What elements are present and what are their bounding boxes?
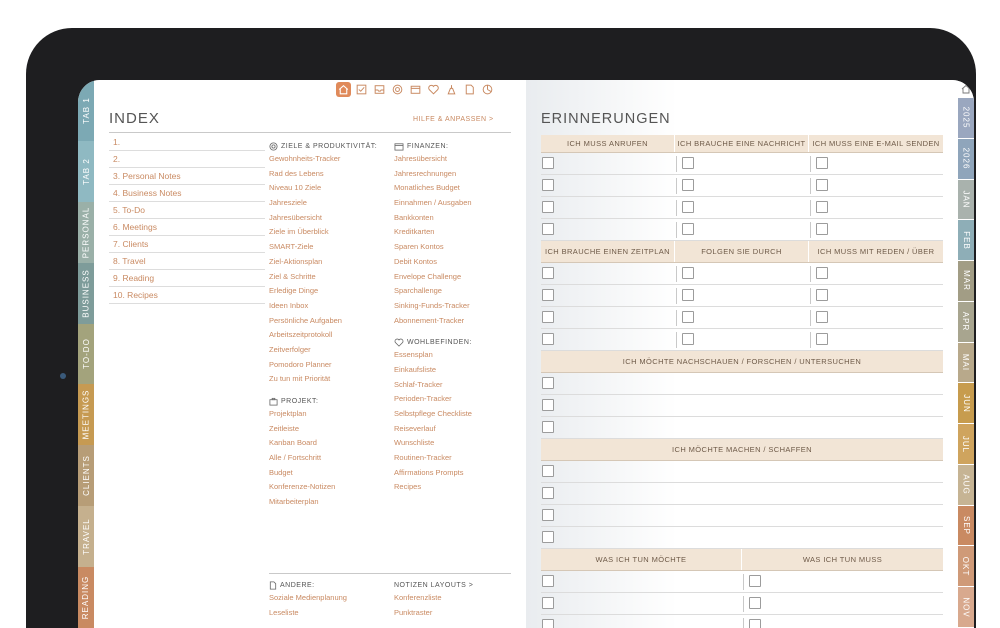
checkbox[interactable] — [542, 619, 554, 628]
month-tab-jan[interactable] — [958, 180, 974, 220]
goals-link[interactable]: SMART-Ziele — [269, 242, 314, 252]
checkbox[interactable] — [682, 157, 694, 169]
goals-link[interactable]: Ziele im Überblick — [269, 227, 329, 237]
index-item[interactable]: 10. Recipes — [109, 287, 265, 304]
month-tabs — [958, 80, 974, 628]
wellbeing-link[interactable]: Wunschliste — [394, 438, 435, 448]
checkbox[interactable] — [542, 157, 554, 169]
column-divider — [810, 156, 811, 172]
month-tab-label: JUN — [961, 393, 971, 413]
checkbox[interactable] — [542, 223, 554, 235]
goals-heading-label: ZIELE & PRODUKTIVITÄT: — [281, 142, 378, 150]
finance-link[interactable]: Envelope Challenge — [394, 271, 462, 281]
project-heading — [269, 395, 389, 407]
row-line — [541, 592, 943, 593]
checkbox[interactable] — [749, 575, 761, 587]
month-tab-apr[interactable] — [958, 302, 974, 342]
column-header: FOLGEN SIE DURCH — [675, 241, 809, 262]
checkbox[interactable] — [682, 179, 694, 191]
column-divider — [676, 156, 677, 172]
column-header: WAS ICH TUN MÖCHTE — [541, 549, 742, 570]
section-tab-tab-2[interactable] — [78, 141, 94, 202]
notes-layouts-heading[interactable] — [394, 579, 514, 591]
section-tab-personal[interactable] — [78, 202, 94, 263]
section-tab-label: TAB 1 — [81, 97, 91, 124]
checkbox[interactable] — [816, 157, 828, 169]
wellbeing-link[interactable]: Recipes — [394, 482, 422, 492]
wellbeing-link[interactable]: Perioden-Tracker — [394, 394, 452, 404]
goals-link[interactable]: Jahresübersicht — [269, 212, 322, 222]
divider — [109, 132, 511, 133]
column-divider — [676, 200, 677, 216]
column-divider — [676, 266, 677, 282]
heart-icon[interactable] — [426, 82, 441, 97]
goals-link[interactable]: Ziel-Aktionsplan — [269, 256, 323, 266]
project-link[interactable]: Zeitleiste — [269, 423, 300, 433]
wellbeing-link[interactable]: Reiseverlauf — [394, 423, 436, 433]
top-toolbar — [336, 82, 495, 97]
checkbox-icon[interactable] — [354, 82, 369, 97]
column-divider — [810, 266, 811, 282]
checkbox[interactable] — [682, 223, 694, 235]
wellbeing-heading — [394, 336, 514, 348]
page-title: ERINNERUNGEN — [541, 111, 671, 127]
project-link[interactable]: Projektplan — [269, 409, 307, 418]
checkbox[interactable] — [816, 201, 828, 213]
home-icon[interactable] — [961, 84, 971, 94]
index-item[interactable]: 4. Business Notes — [109, 185, 265, 202]
finance-heading-label: FINANZEN: — [407, 142, 449, 150]
project-link[interactable]: Budget — [269, 467, 293, 477]
checkbox[interactable] — [682, 333, 694, 345]
wellbeing-heading-label: WOHLBEFINDEN: — [407, 338, 472, 346]
checkbox[interactable] — [542, 531, 554, 543]
checkbox[interactable] — [816, 179, 828, 191]
goals-link[interactable]: Pomodoro Planner — [269, 359, 332, 369]
project-link[interactable]: Mitarbeiterplan — [269, 497, 319, 507]
column-divider — [743, 596, 744, 612]
checkbox[interactable] — [682, 311, 694, 323]
pie-icon[interactable] — [480, 82, 495, 97]
other-link[interactable]: Soziale Medienplanung — [269, 593, 347, 602]
checkbox[interactable] — [542, 575, 554, 587]
month-tab-label: 2026 — [961, 147, 971, 170]
goals-link[interactable]: Niveau 10 Ziele — [269, 183, 322, 193]
month-tab-label: MAR — [961, 270, 971, 292]
month-tab-label: APR — [961, 311, 971, 332]
section-tab-label: TO-DO — [81, 338, 91, 370]
checkbox[interactable] — [542, 267, 554, 279]
index-list — [109, 134, 265, 304]
column-header: ICH BRAUCHE EINEN ZEITPLAN — [541, 241, 675, 262]
divider — [269, 573, 511, 574]
month-tab-label: FEB — [961, 230, 971, 250]
finance-column — [394, 140, 514, 495]
tablet-frame — [26, 28, 976, 628]
section-tab-label: READING — [81, 575, 91, 620]
month-tab-label: AUG — [961, 474, 971, 495]
index-item[interactable]: 9. Reading — [109, 270, 265, 287]
help-link[interactable]: HILFE & ANPASSEN > — [413, 116, 494, 123]
index-page — [94, 80, 526, 628]
month-tab-label: OKT — [961, 556, 971, 577]
column-header: ICH MUSS EINE E-MAIL SENDEN — [812, 138, 940, 148]
finance-link[interactable]: Sinking-Funds-Tracker — [394, 300, 470, 310]
index-item[interactable]: 7. Clients — [109, 236, 265, 253]
row-line — [541, 614, 943, 615]
section-tab-clients[interactable] — [78, 445, 94, 506]
column-divider — [676, 178, 677, 194]
checkbox[interactable] — [682, 289, 694, 301]
finance-link[interactable]: Kreditkarten — [394, 227, 435, 237]
finance-link[interactable]: Monatliches Budget — [394, 183, 460, 193]
section-tab-meetings[interactable] — [78, 384, 94, 445]
row-line — [541, 504, 943, 505]
section-tab-label: BUSINESS — [81, 268, 91, 318]
goals-link[interactable]: Ziel & Schritte — [269, 271, 316, 281]
month-tab-feb[interactable] — [958, 220, 974, 260]
notes-layout-link[interactable]: Punktraster — [394, 607, 433, 617]
checkbox[interactable] — [542, 179, 554, 191]
finance-heading — [394, 140, 514, 152]
checkbox[interactable] — [682, 267, 694, 279]
target-icon[interactable] — [390, 82, 405, 97]
index-item[interactable]: 8. Travel — [109, 253, 265, 270]
checkbox[interactable] — [816, 311, 828, 323]
column-divider — [743, 618, 744, 628]
row-line — [541, 196, 943, 197]
column-divider — [810, 310, 811, 326]
row-line — [541, 394, 943, 395]
month-tab-label: NOV — [961, 596, 971, 618]
goals-link[interactable]: Ideen Inbox — [269, 300, 309, 310]
section-tab-label: CLIENTS — [81, 455, 91, 497]
target-icon — [269, 142, 278, 151]
row-line — [541, 482, 943, 483]
column-header: ICH BRAUCHE EINE NACHRICHT — [675, 135, 809, 152]
wellbeing-link[interactable]: Routinen-Tracker — [394, 453, 452, 463]
column-header: ICH MUSS ANRUFEN — [541, 135, 675, 152]
section-tab-business[interactable] — [78, 263, 94, 324]
column-divider — [676, 310, 677, 326]
checkbox[interactable] — [542, 377, 554, 389]
column-header: ICH MUSS MIT REDEN / ÜBER — [817, 246, 935, 256]
wallet-icon — [394, 142, 404, 151]
index-item[interactable]: 1. — [109, 134, 265, 151]
reminders-grid — [541, 135, 943, 628]
column-divider — [676, 222, 677, 238]
column-header: WAS ICH TUN MUSS — [802, 554, 883, 564]
month-tab-aug[interactable] — [958, 465, 974, 505]
index-item[interactable]: 5. To-Do — [109, 202, 265, 219]
month-tab-2026[interactable] — [958, 139, 974, 179]
section-tab-tab-1[interactable] — [78, 80, 94, 141]
row-line — [541, 416, 943, 417]
project-link[interactable]: Kanban Board — [269, 438, 317, 448]
notes-layout-link[interactable]: Konferenzliste — [394, 593, 442, 602]
briefcase-icon — [269, 397, 278, 406]
index-item[interactable]: 6. Meetings — [109, 219, 265, 236]
month-tab-label: 2025 — [961, 106, 971, 129]
checkbox[interactable] — [749, 597, 761, 609]
goals-heading — [269, 140, 389, 152]
column-header: ICH MÖCHTE MACHEN / SCHAFFEN — [672, 444, 812, 454]
index-item[interactable]: 3. Personal Notes — [109, 168, 265, 185]
page-title: INDEX — [109, 110, 160, 127]
checkbox[interactable] — [542, 333, 554, 345]
other-heading — [269, 579, 389, 591]
month-tab-okt[interactable] — [958, 546, 974, 586]
goals-link[interactable]: Zu tun mit Priorität — [269, 374, 331, 384]
checkbox[interactable] — [542, 465, 554, 477]
column-divider — [810, 178, 811, 194]
project-heading-label: PROJEKT: — [281, 397, 319, 405]
month-tab-sep[interactable] — [958, 506, 974, 546]
notes-layouts-heading-label[interactable]: NOTIZEN LAYOUTS > — [394, 581, 474, 589]
checkbox[interactable] — [749, 619, 761, 628]
note-icon[interactable] — [462, 82, 477, 97]
project-link[interactable]: Alle / Fortschritt — [269, 453, 322, 463]
section-tab-label: MEETINGS — [81, 389, 91, 440]
goals-link[interactable]: Arbeitszeitprotokoll — [269, 330, 333, 340]
section-tabs — [78, 80, 94, 628]
clean-icon[interactable] — [444, 82, 459, 97]
finance-link[interactable]: Sparchallenge — [394, 286, 442, 296]
section-header — [541, 549, 943, 571]
goals-link[interactable]: Erledige Dinge — [269, 286, 319, 296]
goals-link[interactable]: Jahresziele — [269, 198, 307, 208]
other-link[interactable]: Leseliste — [269, 607, 299, 617]
other-heading-label: ANDERE: — [280, 581, 315, 589]
reminders-page — [526, 80, 958, 628]
finance-link[interactable]: Abonnement-Tracker — [394, 315, 465, 325]
month-tab-label: SEP — [961, 516, 971, 536]
row-line — [541, 328, 943, 329]
wellbeing-link[interactable]: Affirmations Prompts — [394, 467, 464, 477]
column-header: ICH MÖCHTE NACHSCHAUEN / FORSCHEN / UNTERSUCHEN — [622, 356, 862, 366]
checkbox[interactable] — [542, 311, 554, 323]
checkbox[interactable] — [542, 289, 554, 301]
finance-link[interactable]: Sparen Kontos — [394, 242, 444, 252]
section-header — [541, 135, 943, 153]
checkbox[interactable] — [816, 289, 828, 301]
section-tab-label: TRAVEL — [81, 518, 91, 555]
column-divider — [676, 332, 677, 348]
inbox-icon[interactable] — [372, 82, 387, 97]
finance-link[interactable]: Jahresrechnungen — [394, 168, 457, 178]
checkbox[interactable] — [542, 487, 554, 499]
finance-link[interactable]: Einnahmen / Ausgaben — [394, 198, 472, 208]
column-divider — [810, 200, 811, 216]
section-tab-travel[interactable] — [78, 506, 94, 567]
section-header — [541, 439, 943, 461]
goals-link[interactable]: Persönliche Aufgaben — [269, 315, 342, 325]
wellbeing-link[interactable]: Essensplan — [394, 350, 433, 360]
heart-icon — [394, 338, 404, 347]
wellbeing-link[interactable]: Schlaf-Tracker — [394, 379, 443, 389]
checkbox[interactable] — [816, 333, 828, 345]
checkbox[interactable] — [542, 399, 554, 411]
section-header — [541, 351, 943, 373]
wallet-icon[interactable] — [408, 82, 423, 97]
column-divider — [810, 288, 811, 304]
index-item[interactable]: 2. — [109, 151, 265, 168]
column-divider — [743, 574, 744, 590]
finance-link[interactable]: Bankkonten — [394, 212, 434, 222]
row-line — [541, 284, 943, 285]
checkbox[interactable] — [816, 267, 828, 279]
row-line — [541, 526, 943, 527]
goals-link[interactable]: Zeitverfolger — [269, 344, 311, 354]
row-line — [541, 174, 943, 175]
row-line — [541, 306, 943, 307]
checkbox[interactable] — [542, 421, 554, 433]
section-header — [541, 241, 943, 263]
month-tab-label: JAN — [961, 190, 971, 209]
checkbox[interactable] — [542, 509, 554, 521]
column-divider — [810, 332, 811, 348]
month-tab-jul[interactable] — [958, 424, 974, 464]
month-tab-label: MAI — [961, 353, 971, 372]
column-divider — [810, 222, 811, 238]
finance-link[interactable]: Jahresübersicht — [394, 154, 447, 163]
home-icon[interactable] — [336, 82, 351, 97]
wellbeing-link[interactable]: Einkaufsliste — [394, 364, 437, 374]
checkbox[interactable] — [682, 201, 694, 213]
section-tab-label: TAB 2 — [81, 157, 91, 185]
finance-link[interactable]: Debit Kontos — [394, 256, 437, 266]
month-tab-label: JUL — [961, 435, 971, 453]
column-divider — [676, 288, 677, 304]
checkbox[interactable] — [816, 223, 828, 235]
goals-link[interactable]: Gewohnheits-Tracker — [269, 154, 341, 163]
goals-link[interactable]: Rad des Lebens — [269, 168, 324, 178]
screen — [78, 80, 974, 628]
section-tab-to-do[interactable] — [78, 324, 94, 385]
row-line — [541, 218, 943, 219]
month-tab-2025[interactable] — [958, 98, 974, 138]
month-tab-mai[interactable] — [958, 343, 974, 383]
checkbox[interactable] — [542, 597, 554, 609]
project-link[interactable]: Konferenze-Notizen — [269, 482, 336, 492]
month-tab-jun[interactable] — [958, 383, 974, 423]
wellbeing-link[interactable]: Selbstpflege Checkliste — [394, 409, 472, 418]
camera-dot — [60, 373, 66, 379]
section-tab-reading[interactable] — [78, 567, 94, 628]
goals-column — [269, 140, 389, 510]
month-tab-mar[interactable] — [958, 261, 974, 301]
section-tab-label: PERSONAL — [81, 206, 91, 258]
checkbox[interactable] — [542, 201, 554, 213]
document-icon — [269, 581, 277, 590]
month-tab-nov[interactable] — [958, 587, 974, 627]
